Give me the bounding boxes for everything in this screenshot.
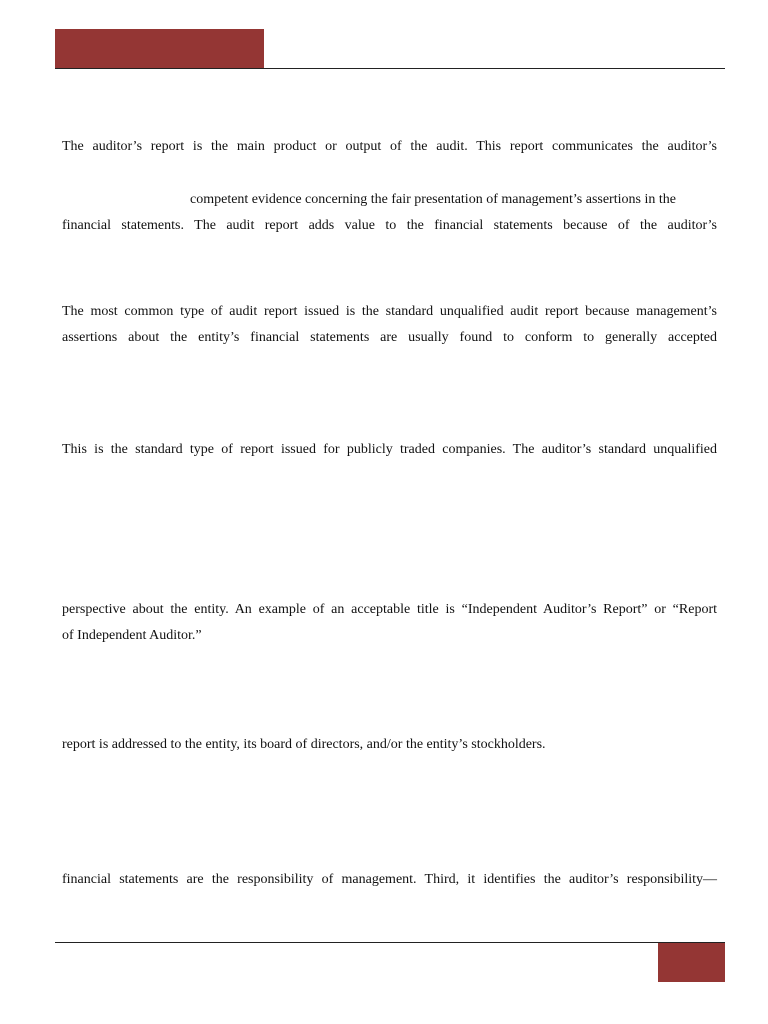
text-line: financial statements are the responsibility of management. Third, it identifies the auditor’s responsibility— xyxy=(62,872,717,887)
text-line: competent evidence concerning the fair presentation of management’s assertions in the xyxy=(190,192,676,207)
text-line: assertions about the entity’s financial statements are usually found to conform to generally accepted xyxy=(62,330,717,345)
footer-rule xyxy=(55,942,725,943)
text-line: This is the standard type of report issued for publicly traded companies. The auditor’s standard unqualified xyxy=(62,442,717,457)
text-line: report is addressed to the entity, its board of directors, and/or the entity’s stockholders. xyxy=(62,737,546,752)
text-line: The most common type of audit report issued is the standard unqualified audit report because management’s xyxy=(62,304,717,319)
text-line: The auditor’s report is the main product or output of the audit. This report communicates the auditor’s xyxy=(62,139,717,154)
text-line: financial statements. The audit report adds value to the financial statements because of the auditor’s xyxy=(62,218,717,233)
header-rule xyxy=(55,68,725,69)
header-accent-block xyxy=(55,29,264,69)
text-line: of Independent Auditor.” xyxy=(62,628,202,643)
footer-accent-block xyxy=(658,943,725,982)
text-line: perspective about the entity. An example of an acceptable title is “Independent Auditor’s Report” or “Report xyxy=(62,602,717,617)
